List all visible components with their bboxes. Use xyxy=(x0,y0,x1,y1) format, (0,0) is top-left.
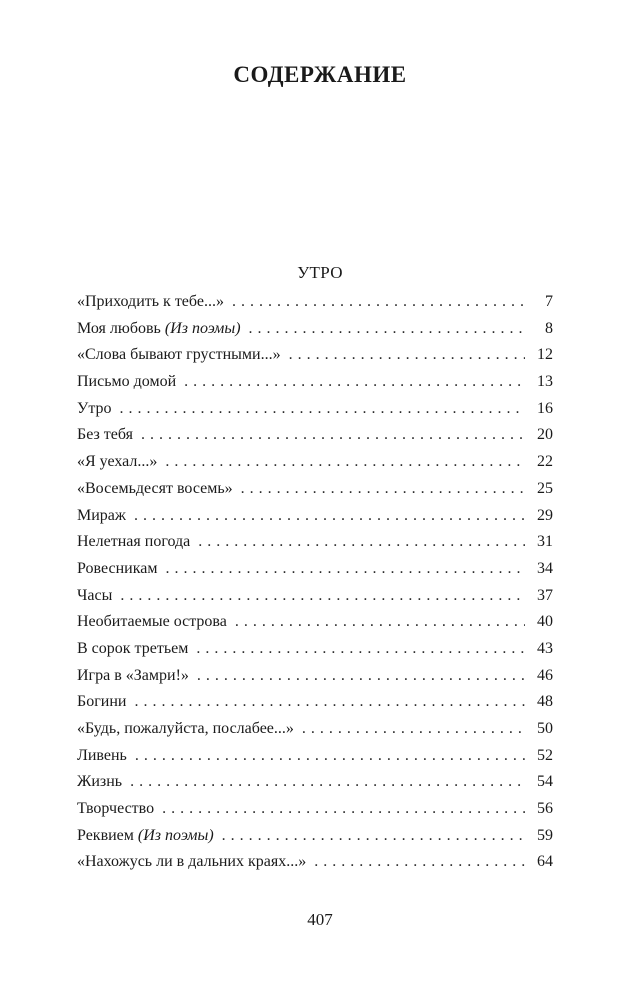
dot-leader xyxy=(198,529,525,556)
toc-entry-title-text: «Будь, пожалуйста, послабее...» xyxy=(77,720,294,737)
toc-entry-page: 64 xyxy=(537,853,553,871)
dot-leader xyxy=(130,769,525,796)
toc-entry-title-text: Нелетная погода xyxy=(77,533,191,551)
toc-entry-title xyxy=(77,716,294,743)
toc-entry-page: 25 xyxy=(537,479,553,497)
toc-entry-title xyxy=(77,503,126,530)
toc-entry-page: 13 xyxy=(537,373,553,391)
toc-entry xyxy=(77,743,553,770)
dot-leader xyxy=(165,449,525,476)
toc-entry xyxy=(77,529,553,556)
toc-entry-title-text: Ливень xyxy=(77,746,127,764)
toc-entry-title-text: Жизнь xyxy=(77,773,123,791)
toc-entry xyxy=(77,689,553,716)
toc-entry-page: 59 xyxy=(537,826,553,844)
toc-entry xyxy=(77,609,553,636)
dot-leader xyxy=(134,689,525,716)
toc-entry-title xyxy=(77,663,189,690)
toc-entry-title xyxy=(77,556,157,583)
toc-entry-page: 34 xyxy=(537,559,553,577)
toc-entry-title xyxy=(77,529,190,556)
page-title: СОДЕРЖАНИЕ xyxy=(233,62,407,87)
toc-entry-title xyxy=(77,743,127,770)
dot-leader xyxy=(232,289,525,316)
page-number: 407 xyxy=(307,910,333,929)
toc-entry-title xyxy=(77,583,112,610)
toc-entry-title xyxy=(77,796,154,823)
toc-entry-page: 37 xyxy=(537,586,553,604)
toc-entry-page: 31 xyxy=(537,533,553,551)
toc-entry-title xyxy=(77,689,126,716)
toc-entry-page: 54 xyxy=(537,773,553,791)
toc-entry-title xyxy=(77,316,241,343)
toc-entry xyxy=(77,716,553,743)
toc-entry-title xyxy=(77,823,214,850)
toc-entry-title-text: Письмо домой xyxy=(77,373,177,391)
dot-leader xyxy=(235,609,525,636)
toc-entry xyxy=(77,636,553,663)
toc-entry-title xyxy=(77,449,157,476)
toc-entry-title xyxy=(77,769,122,796)
toc-entry xyxy=(77,316,553,343)
toc-entry-page: 50 xyxy=(537,720,553,737)
toc-entry-page: 46 xyxy=(537,666,553,684)
toc-entry-title-text: «Слова бывают грустными...» xyxy=(77,346,281,364)
toc-entry-title-text: «Я уехал...» xyxy=(77,453,158,471)
toc-entry-page: 8 xyxy=(545,319,553,337)
toc-entry-title xyxy=(77,369,176,396)
dot-leader xyxy=(222,823,525,850)
toc-entry-title xyxy=(77,422,133,449)
toc-entry-page: 20 xyxy=(537,426,553,444)
toc-entry xyxy=(77,796,553,823)
dot-leader xyxy=(162,796,525,823)
section-title: УТРО xyxy=(297,263,343,282)
toc-entry-title xyxy=(77,342,281,369)
toc-entry-title-text: В сорок третьем xyxy=(77,639,189,657)
toc-entry-page: 40 xyxy=(537,613,553,631)
dot-leader xyxy=(314,849,525,876)
toc-entry-title xyxy=(77,609,227,636)
dot-leader xyxy=(141,422,525,449)
toc-entry-title xyxy=(77,289,224,316)
toc-entry-page: 12 xyxy=(537,346,553,364)
dot-leader xyxy=(302,716,525,743)
table-of-contents xyxy=(77,289,553,876)
toc-entry-page: 52 xyxy=(537,746,553,764)
toc-entry xyxy=(77,663,553,690)
toc-entry xyxy=(77,503,553,530)
toc-entry-title-text: Игра в «Замри!» xyxy=(77,666,189,684)
toc-entry-title-text: «Нахожусь ли в дальних краях...» xyxy=(77,853,307,871)
dot-leader xyxy=(135,743,525,770)
toc-entry-title-text: Богини xyxy=(77,693,127,711)
toc-entry-title-text: Без тебя xyxy=(77,426,133,444)
toc-entry-page: 29 xyxy=(537,506,553,524)
toc-entry xyxy=(77,396,553,423)
toc-entry-title xyxy=(77,849,306,876)
toc-entry-page: 56 xyxy=(537,800,553,818)
toc-entry xyxy=(77,476,553,503)
toc-entry-title-text: Мираж xyxy=(77,506,126,524)
toc-entry xyxy=(77,422,553,449)
toc-entry xyxy=(77,583,553,610)
toc-entry-title xyxy=(77,636,188,663)
toc-entry-title-text: Моя любовь xyxy=(77,319,161,337)
toc-entry-title xyxy=(77,396,112,423)
toc-entry-note: (Из поэмы) xyxy=(137,826,214,844)
toc-entry xyxy=(77,823,553,850)
toc-entry-title-text: Реквием xyxy=(77,826,134,844)
toc-entry-page: 22 xyxy=(537,453,553,471)
toc-entry xyxy=(77,369,553,396)
dot-leader xyxy=(197,663,525,690)
dot-leader xyxy=(120,583,525,610)
dot-leader xyxy=(196,636,525,663)
toc-entry-title-text: Утро xyxy=(77,399,112,417)
toc-entry-page: 7 xyxy=(545,293,553,310)
toc-entry-title-text: Ровесникам xyxy=(77,559,158,577)
toc-entry xyxy=(77,449,553,476)
dot-leader xyxy=(134,503,525,530)
toc-entry-title-text: Творчество xyxy=(77,800,155,818)
toc-entry-title xyxy=(77,476,233,503)
dot-leader xyxy=(289,342,525,369)
toc-entry-title-text: «Приходить к тебе...» xyxy=(77,293,224,310)
toc-entry xyxy=(77,289,553,316)
dot-leader xyxy=(241,476,525,503)
toc-entry xyxy=(77,342,553,369)
toc-entry-page: 43 xyxy=(537,639,553,657)
dot-leader xyxy=(184,369,525,396)
toc-entry-note: (Из поэмы) xyxy=(164,319,241,337)
toc-entry-title-text: «Восемьдесят восемь» xyxy=(77,479,233,497)
toc-entry-page: 48 xyxy=(537,693,553,711)
dot-leader xyxy=(120,396,525,423)
toc-entry xyxy=(77,769,553,796)
toc-entry xyxy=(77,849,553,876)
toc-entry-title-text: Часы xyxy=(77,586,113,604)
toc-entry xyxy=(77,556,553,583)
toc-entry-page: 16 xyxy=(537,399,553,417)
toc-entry-title-text: Необитаемые острова xyxy=(77,613,227,631)
dot-leader xyxy=(165,556,525,583)
dot-leader xyxy=(249,316,525,343)
